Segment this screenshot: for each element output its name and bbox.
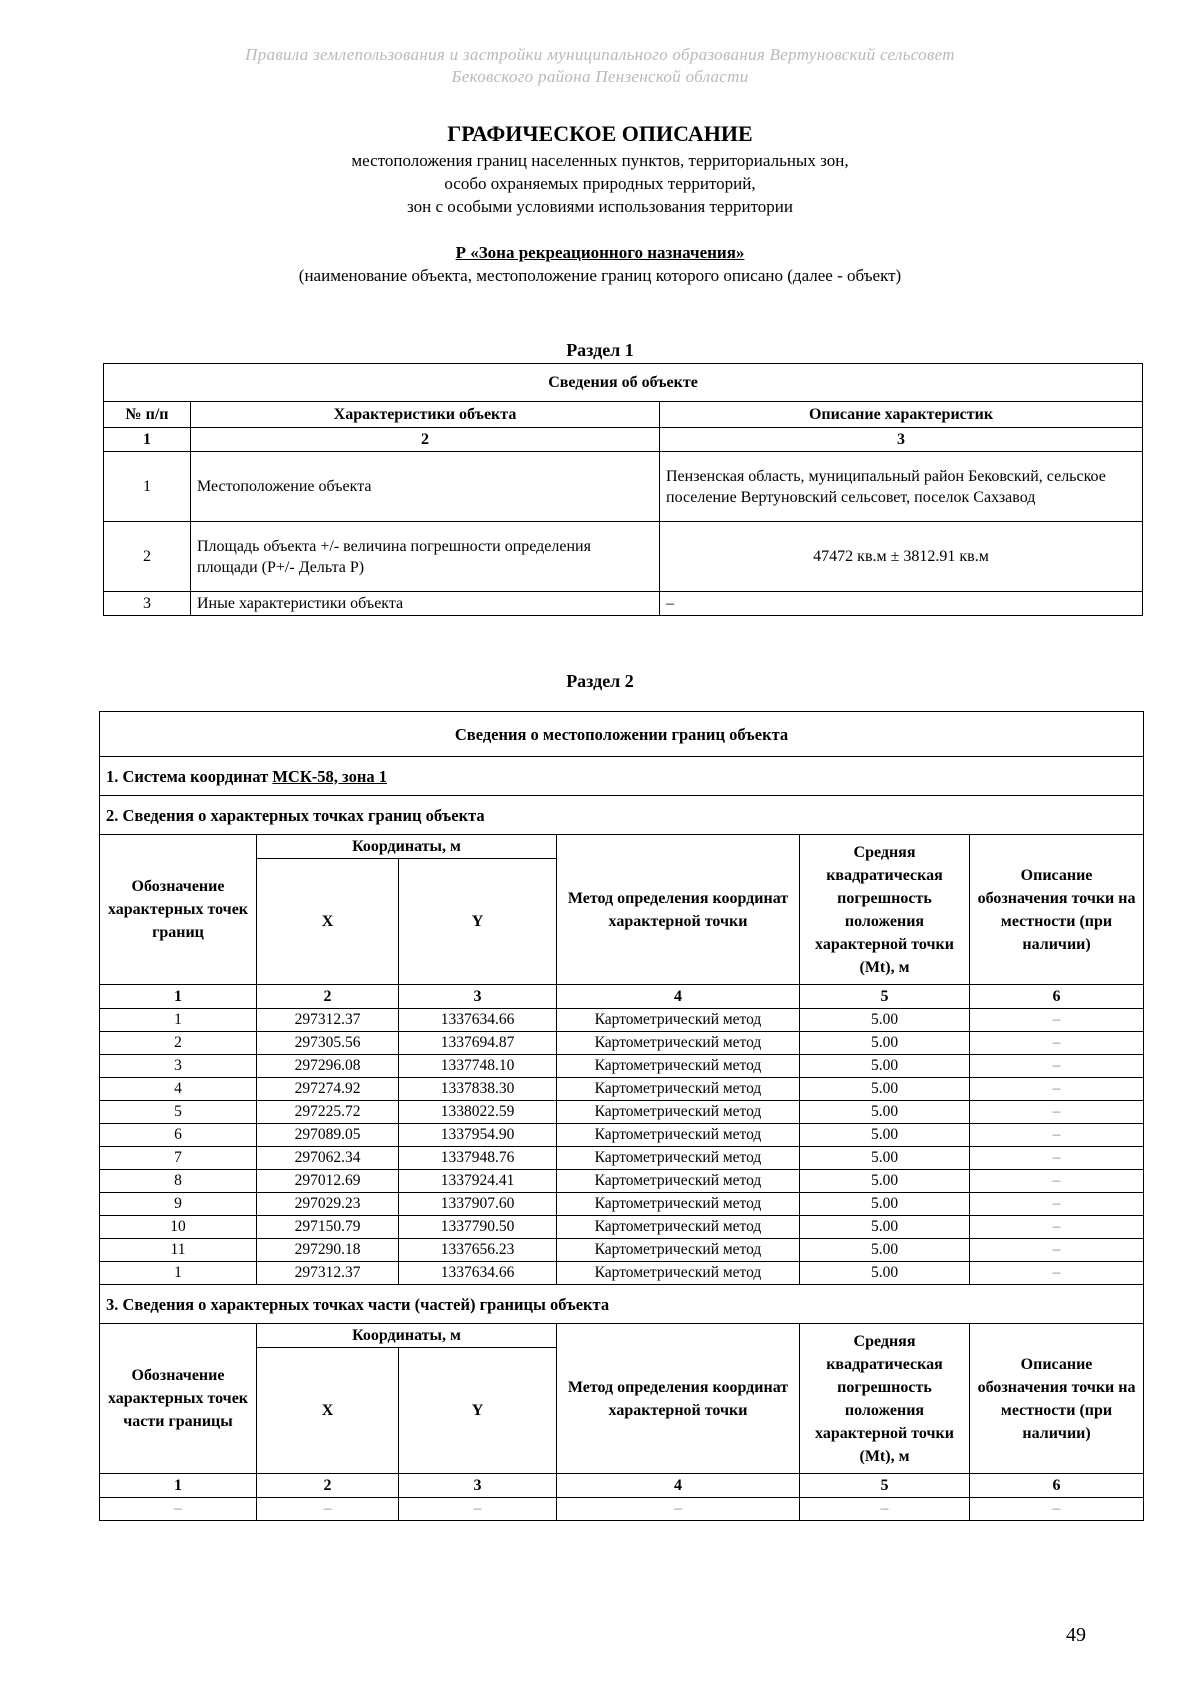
point-y: 1337924.41	[399, 1170, 557, 1193]
table-row	[104, 522, 1143, 592]
characteristic-text: Площадь объекта +/- величина погрешности определения площади (Р+/- Дельта Р)	[197, 537, 591, 576]
subtitle-line-3: зон с особыми условиями использования территории	[407, 197, 793, 216]
table-row	[100, 1193, 1144, 1216]
table-row	[100, 1101, 1144, 1124]
point-method: Картометрический метод	[557, 1032, 800, 1055]
part-point-accuracy: –	[800, 1498, 970, 1521]
point-accuracy: 5.00	[800, 1078, 970, 1101]
point-description: –	[970, 1032, 1144, 1055]
point-y: 1337948.76	[399, 1147, 557, 1170]
column-number-5: 5	[800, 1474, 970, 1498]
point-accuracy: 5.00	[800, 1124, 970, 1147]
row-number: 1	[104, 452, 191, 522]
column-number-3: 3	[660, 428, 1143, 452]
point-y: 1338022.59	[399, 1101, 557, 1124]
point-number: 11	[100, 1239, 257, 1262]
point-number: 2	[100, 1032, 257, 1055]
object-caption: (наименование объекта, местоположение границ которого описано (далее - объект)	[298, 266, 902, 285]
point-description: –	[970, 1239, 1144, 1262]
description-cell: –	[660, 592, 1143, 616]
running-header	[0, 44, 1200, 88]
object-name: Р «Зона рекреационного назначения»	[455, 243, 745, 262]
header-coordinates: Координаты, м	[257, 835, 557, 859]
boundary-points-title: 2. Сведения о характерных точках границ объекта	[100, 796, 1144, 835]
column-number-6: 6	[970, 985, 1144, 1009]
point-x: 297089.05	[257, 1124, 399, 1147]
header-characteristic: Характеристики объекта	[191, 402, 660, 428]
point-accuracy: 5.00	[800, 1009, 970, 1032]
column-number-1: 1	[104, 428, 191, 452]
point-y: 1337694.87	[399, 1032, 557, 1055]
characteristic-cell	[191, 522, 660, 592]
row-number: 2	[104, 522, 191, 592]
point-y: 1337656.23	[399, 1239, 557, 1262]
point-description: –	[970, 1101, 1144, 1124]
point-accuracy: 5.00	[800, 1193, 970, 1216]
table-row	[100, 1147, 1144, 1170]
coordinate-system-label: 1. Система координат	[106, 766, 269, 786]
boundary-location-table	[99, 711, 1144, 1521]
coordinate-system-row	[100, 757, 1144, 796]
point-accuracy: 5.00	[800, 1262, 970, 1285]
point-description: –	[970, 1009, 1144, 1032]
point-x: 297305.56	[257, 1032, 399, 1055]
point-method: Картометрический метод	[557, 1170, 800, 1193]
page-number: 49	[1066, 1624, 1086, 1646]
table-row	[100, 1498, 1144, 1521]
characteristic-cell: Местоположение объекта	[191, 452, 660, 522]
point-accuracy: 5.00	[800, 1239, 970, 1262]
table-row	[100, 1009, 1144, 1032]
running-header-line-2: Бековского района Пензенской области	[451, 67, 749, 86]
table-row	[104, 452, 1143, 522]
section-1-title: Раздел 1	[566, 340, 634, 360]
header-method: Метод определения координат характерной точки	[557, 1324, 800, 1474]
part-point-description: –	[970, 1498, 1144, 1521]
point-accuracy: 5.00	[800, 1216, 970, 1239]
point-x: 297312.37	[257, 1262, 399, 1285]
point-description: –	[970, 1170, 1144, 1193]
column-number-1: 1	[100, 985, 257, 1009]
document-subtitle	[0, 149, 1200, 218]
point-method: Картометрический метод	[557, 1216, 800, 1239]
point-description: –	[970, 1078, 1144, 1101]
table-row	[100, 1078, 1144, 1101]
table-row	[100, 1055, 1144, 1078]
table-row	[100, 1239, 1144, 1262]
running-header-line-1: Правила землепользования и застройки муниципального образования Вертуновский сельсовет	[245, 45, 955, 64]
point-method: Картометрический метод	[557, 1124, 800, 1147]
part-point-method: –	[557, 1498, 800, 1521]
point-y: 1337634.66	[399, 1009, 557, 1032]
point-number: 10	[100, 1216, 257, 1239]
point-y: 1337748.10	[399, 1055, 557, 1078]
point-number: 8	[100, 1170, 257, 1193]
point-method: Картометрический метод	[557, 1009, 800, 1032]
column-number-2: 2	[257, 985, 399, 1009]
table-row	[100, 1170, 1144, 1193]
header-accuracy: Средняя квадратическая погрешность положения характерной точки (Mt), м	[800, 835, 970, 985]
point-number: 1	[100, 1009, 257, 1032]
subtitle-line-2: особо охраняемых природных территорий,	[444, 174, 756, 193]
point-y: 1337954.90	[399, 1124, 557, 1147]
header-point-description: Описание обозначения точки на местности (при наличии)	[970, 835, 1144, 985]
header-x: X	[257, 859, 399, 985]
point-number: 6	[100, 1124, 257, 1147]
table-row	[104, 592, 1143, 616]
point-y: 1337838.30	[399, 1078, 557, 1101]
point-method: Картометрический метод	[557, 1262, 800, 1285]
point-x: 297029.23	[257, 1193, 399, 1216]
header-y: Y	[399, 1348, 557, 1474]
point-method: Картометрический метод	[557, 1147, 800, 1170]
point-x: 297062.34	[257, 1147, 399, 1170]
table-row	[100, 1216, 1144, 1239]
point-x: 297274.92	[257, 1078, 399, 1101]
point-method: Картометрический метод	[557, 1239, 800, 1262]
column-number-3: 3	[399, 985, 557, 1009]
description-cell: Пензенская область, муниципальный район Бековский, сельское поселение Вертуновский сельсовет, поселок Сахзавод	[660, 452, 1143, 522]
point-x: 297150.79	[257, 1216, 399, 1239]
coordinate-system-value: МСК-58, зона 1	[272, 766, 387, 786]
point-x: 297312.37	[257, 1009, 399, 1032]
part-points-title: 3. Сведения о характерных точках части (частей) границы объекта	[100, 1285, 1144, 1324]
table-row	[100, 1032, 1144, 1055]
column-number-4: 4	[557, 985, 800, 1009]
point-description: –	[970, 1262, 1144, 1285]
point-method: Картометрический метод	[557, 1078, 800, 1101]
point-x: 297296.08	[257, 1055, 399, 1078]
point-x: 297225.72	[257, 1101, 399, 1124]
table-row	[100, 1262, 1144, 1285]
column-number-1: 1	[100, 1474, 257, 1498]
header-point-description: Описание обозначения точки на местности (при наличии)	[970, 1324, 1144, 1474]
table-row	[100, 1124, 1144, 1147]
point-x: 297290.18	[257, 1239, 399, 1262]
document-title: ГРАФИЧЕСКОЕ ОПИСАНИЕ	[447, 121, 753, 146]
point-method: Картометрический метод	[557, 1055, 800, 1078]
point-number: 7	[100, 1147, 257, 1170]
point-description: –	[970, 1216, 1144, 1239]
header-description: Описание характеристик	[660, 402, 1143, 428]
part-point-y: –	[399, 1498, 557, 1521]
point-description: –	[970, 1124, 1144, 1147]
point-method: Картометрический метод	[557, 1101, 800, 1124]
header-part-point-designation: Обозначение характерных точек части границы	[100, 1324, 257, 1474]
point-number: 4	[100, 1078, 257, 1101]
description-cell: 47472 кв.м ± 3812.91 кв.м	[660, 522, 1143, 592]
subtitle-line-1: местоположения границ населенных пунктов, территориальных зон,	[351, 151, 849, 170]
header-y: Y	[399, 859, 557, 985]
header-accuracy: Средняя квадратическая погрешность положения характерной точки (Mt), м	[800, 1324, 970, 1474]
row-number: 3	[104, 592, 191, 616]
object-info-table-title: Сведения об объекте	[104, 364, 1143, 402]
point-accuracy: 5.00	[800, 1055, 970, 1078]
part-point-number: –	[100, 1498, 257, 1521]
header-method: Метод определения координат характерной точки	[557, 835, 800, 985]
column-number-2: 2	[257, 1474, 399, 1498]
point-description: –	[970, 1055, 1144, 1078]
point-y: 1337634.66	[399, 1262, 557, 1285]
point-number: 5	[100, 1101, 257, 1124]
point-number: 9	[100, 1193, 257, 1216]
point-method: Картометрический метод	[557, 1193, 800, 1216]
boundary-table-title: Сведения о местоположении границ объекта	[100, 712, 1144, 757]
point-y: 1337790.50	[399, 1216, 557, 1239]
column-number-2: 2	[191, 428, 660, 452]
object-info-table	[103, 363, 1143, 616]
header-row-number: № п/п	[104, 402, 191, 428]
characteristic-cell: Иные характеристики объекта	[191, 592, 660, 616]
point-description: –	[970, 1193, 1144, 1216]
column-number-5: 5	[800, 985, 970, 1009]
column-number-6: 6	[970, 1474, 1144, 1498]
part-point-x: –	[257, 1498, 399, 1521]
column-number-4: 4	[557, 1474, 800, 1498]
header-point-designation: Обозначение характерных точек границ	[100, 835, 257, 985]
point-accuracy: 5.00	[800, 1147, 970, 1170]
header-coordinates: Координаты, м	[257, 1324, 557, 1348]
point-description: –	[970, 1147, 1144, 1170]
point-number: 3	[100, 1055, 257, 1078]
point-accuracy: 5.00	[800, 1032, 970, 1055]
point-accuracy: 5.00	[800, 1170, 970, 1193]
column-number-3: 3	[399, 1474, 557, 1498]
section-2-title: Раздел 2	[566, 671, 634, 691]
point-accuracy: 5.00	[800, 1101, 970, 1124]
boundary-points	[100, 1009, 1144, 1285]
header-x: X	[257, 1348, 399, 1474]
point-y: 1337907.60	[399, 1193, 557, 1216]
point-number: 1	[100, 1262, 257, 1285]
point-x: 297012.69	[257, 1170, 399, 1193]
